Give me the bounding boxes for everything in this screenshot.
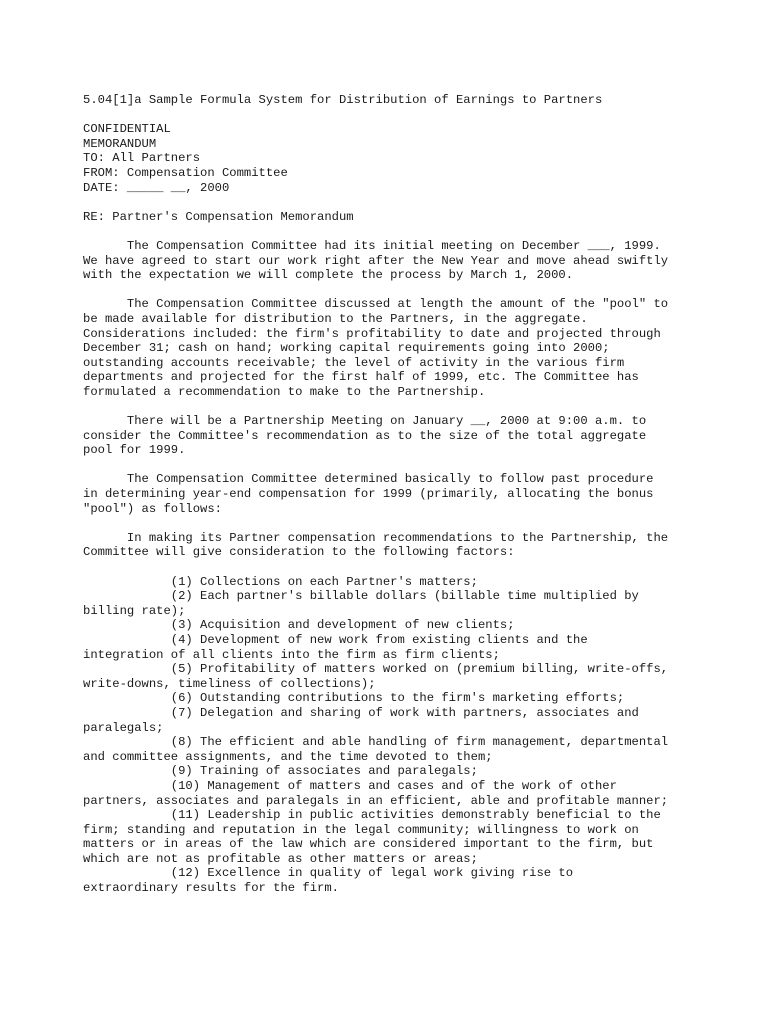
factor-line: (8) The efficient and able handling of firm management, departmental: [83, 735, 669, 750]
paragraph-line: "pool") as follows:: [83, 501, 222, 516]
from-line: FROM: Compensation Committee: [83, 165, 288, 180]
paragraph-1: [83, 239, 693, 283]
paragraph-line: be made available for distribution to the Partners, in the aggregate.: [83, 311, 588, 326]
factor-line: extraordinary results for the firm.: [83, 881, 339, 896]
factors-list: [83, 575, 693, 896]
factor-line: partners, associates and paralegals in an efficient, able and profitable manner;: [83, 793, 669, 808]
confidential-label: CONFIDENTIAL: [83, 122, 171, 137]
factor-line: paralegals;: [83, 720, 164, 735]
factor-line: (10) Management of matters and cases and of the work of other: [83, 778, 617, 793]
document-title: 5.04[1]a Sample Formula System for Distribution of Earnings to Partners: [83, 93, 603, 107]
memo-header: [83, 122, 693, 195]
factor-line: and committee assignments, and the time devoted to them;: [83, 749, 493, 764]
paragraph-line: December 31; cash on hand; working capital requirements going into 2000;: [83, 341, 610, 356]
paragraph-3: [83, 414, 693, 458]
spacer: [83, 399, 693, 414]
spacer: [83, 108, 693, 123]
paragraph-line: We have agreed to start our work right after the New Year and move ahead swiftly: [83, 253, 669, 268]
factor-line: (6) Outstanding contributions to the firm's marketing efforts;: [83, 691, 625, 706]
date-line: DATE: _____ __, 2000: [83, 180, 230, 195]
spacer: [83, 560, 693, 575]
factor-line: billing rate);: [83, 603, 186, 618]
paragraph-line: with the expectation we will complete the process by March 1, 2000.: [83, 268, 574, 283]
paragraph-line: The Compensation Committee had its initial meeting on December ___, 1999.: [83, 238, 661, 253]
paragraph-line: outstanding accounts receivable; the level of activity in the various firm: [83, 355, 625, 370]
paragraph-line: consider the Committee's recommendation as to the size of the total aggregate: [83, 428, 647, 443]
factor-line: matters or in areas of the law which are considered important to the firm, but: [83, 837, 654, 852]
paragraph-line: in determining year-end compensation for 1999 (primarily, allocating the bonus: [83, 487, 654, 502]
paragraph-line: There will be a Partnership Meeting on January __, 2000 at 9:00 a.m. to: [83, 414, 647, 429]
factor-line: (5) Profitability of matters worked on (premium billing, write-offs,: [83, 662, 669, 677]
factor-line: (11) Leadership in public activities demonstrably beneficial to the: [83, 808, 661, 823]
factor-line: write-downs, timeliness of collections);: [83, 676, 376, 691]
paragraph-line: Committee will give consideration to the following factors:: [83, 545, 515, 560]
paragraph-line: departments and projected for the first half of 1999, etc. The Committee has: [83, 370, 639, 385]
factor-line: (1) Collections on each Partner's matters;: [83, 574, 478, 589]
paragraph-4: [83, 472, 693, 516]
factor-line: (9) Training of associates and paralegals;: [83, 764, 478, 779]
to-line: TO: All Partners: [83, 151, 201, 166]
spacer: [83, 458, 693, 473]
spacer: [83, 516, 693, 531]
paragraph-line: The Compensation Committee determined basically to follow past procedure: [83, 472, 654, 487]
factor-line: (2) Each partner's billable dollars (billable time multiplied by: [83, 589, 639, 604]
factor-line: (12) Excellence in quality of legal work giving rise to: [83, 866, 574, 881]
paragraph-2: [83, 297, 693, 399]
paragraph-line: In making its Partner compensation recommendations to the Partnership, the: [83, 530, 669, 545]
factor-line: (4) Development of new work from existing clients and the: [83, 632, 588, 647]
paragraph-line: pool for 1999.: [83, 443, 186, 458]
memo-page: [83, 93, 693, 896]
paragraph-line: The Compensation Committee discussed at length the amount of the "pool" to: [83, 297, 669, 312]
spacer: [83, 195, 693, 210]
factor-line: which are not as profitable as other matters or areas;: [83, 851, 478, 866]
paragraph-5: [83, 531, 693, 560]
paragraph-line: formulated a recommendation to make to the Partnership.: [83, 384, 486, 399]
paragraph-line: Considerations included: the firm's profitability to date and projected through: [83, 326, 661, 341]
factor-line: (7) Delegation and sharing of work with partners, associates and: [83, 705, 639, 720]
factor-line: integration of all clients into the firm as firm clients;: [83, 647, 500, 662]
spacer: [83, 283, 693, 298]
factor-line: firm; standing and reputation in the legal community; willingness to work on: [83, 822, 639, 837]
memorandum-label: MEMORANDUM: [83, 136, 157, 151]
factor-line: (3) Acquisition and development of new clients;: [83, 618, 515, 633]
re-line: RE: Partner's Compensation Memorandum: [83, 209, 354, 224]
spacer: [83, 224, 693, 239]
